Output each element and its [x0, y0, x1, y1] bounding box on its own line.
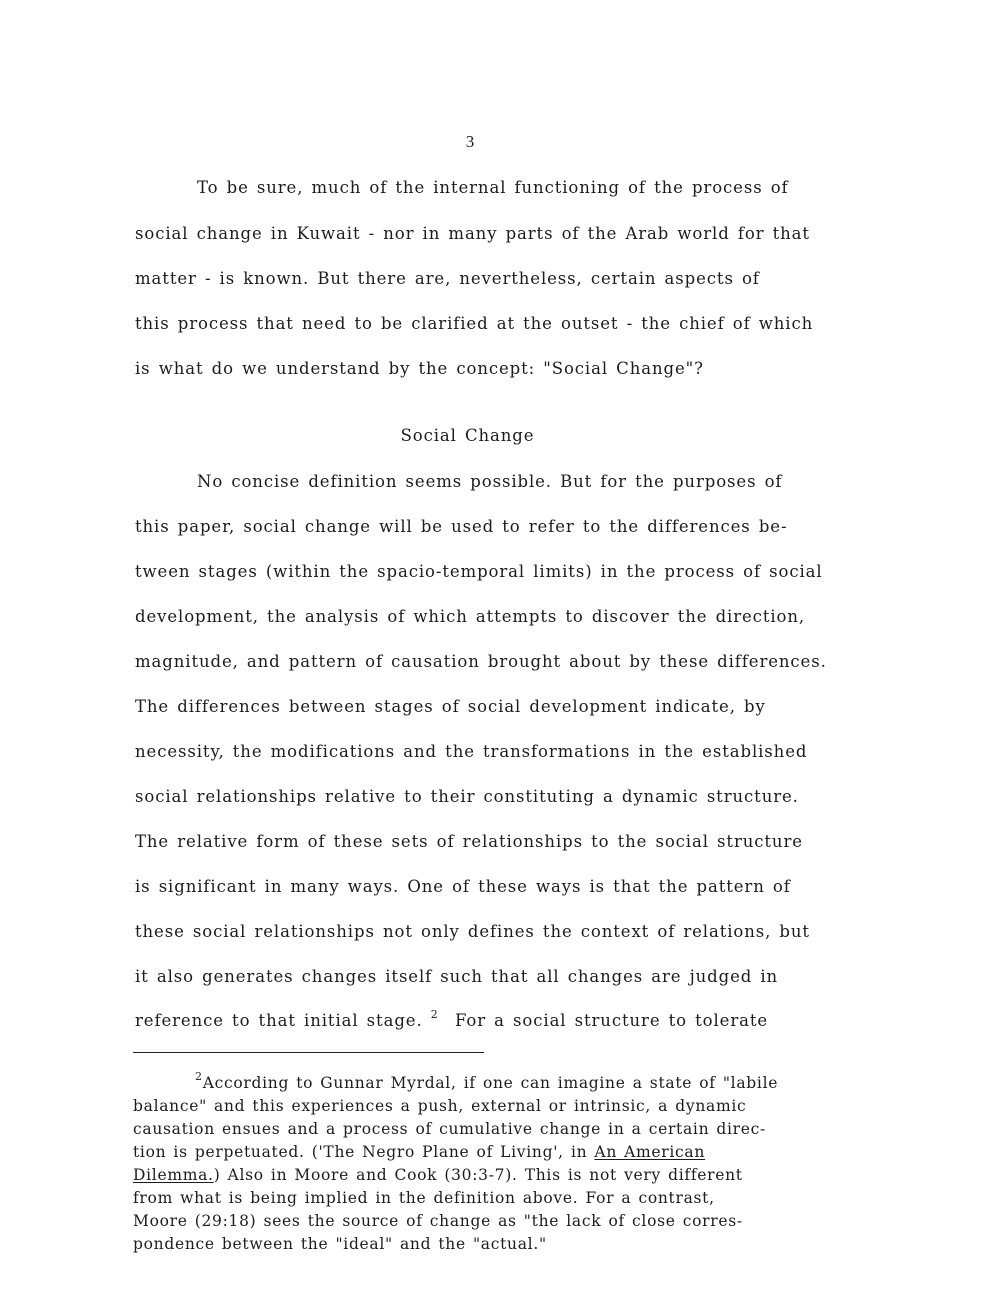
paragraph-2-line: No concise definition seems possible. But for the purposes of [197, 472, 783, 491]
footnote-separator [133, 1052, 484, 1053]
footnote-marker: 2 [195, 1070, 203, 1083]
footnote-book-title: An American [594, 1143, 706, 1161]
footnote-line: from what is being implied in the definition above. For a contrast, [133, 1189, 715, 1207]
paragraph-2-line: it also generates changes itself such that all changes are judged in [135, 967, 779, 986]
paragraph-2-line: magnitude, and pattern of causation brought about by these differences. [135, 652, 827, 671]
footnote-text: According to Gunnar Myrdal, if one can imagine a state of "labile [202, 1074, 779, 1092]
footnote-line [133, 1143, 705, 1161]
last-line-text: reference to that initial stage. [135, 1011, 423, 1030]
paragraph-1-line: this process that need to be clarified at the outset - the chief of which [135, 314, 814, 333]
last-line-text-continued: For a social structure to tolerate [454, 1011, 769, 1030]
paragraph-2-line: development, the analysis of which attempts to discover the direction, [135, 607, 806, 626]
footnote-line [195, 1070, 779, 1092]
footnote-line: pondence between the "ideal" and the "actual." [133, 1235, 547, 1253]
paragraph-2-line: tween stages (within the spacio-temporal limits) in the process of social [135, 562, 823, 581]
paragraph-2-line: necessity, the modifications and the transformations in the established [135, 742, 808, 761]
footnote-text: tion is perpetuated. ('The Negro Plane of Living', in [133, 1143, 588, 1161]
paragraph-1-line: matter - is known. But there are, nevertheless, certain aspects of [135, 269, 760, 288]
paragraph-1-line: social change in Kuwait - nor in many parts of the Arab world for that [135, 224, 810, 243]
section-heading: Social Change [400, 426, 535, 445]
paragraph-2-line: this paper, social change will be used to refer to the differences be- [135, 517, 788, 536]
paragraph-1-line: is what do we understand by the concept: "Social Change"? [135, 359, 704, 378]
paragraph-2-line: these social relationships not only defines the context of relations, but [135, 922, 810, 941]
footnote-line [133, 1166, 743, 1184]
footnote-line: causation ensues and a process of cumulative change in a certain direc- [133, 1120, 766, 1138]
footnote-line: balance" and this experiences a push, external or intrinsic, a dynamic [133, 1097, 747, 1115]
footnote-book-title-continued: Dilemma. [133, 1166, 214, 1184]
paragraph-1-line: To be sure, much of the internal functioning of the process of [197, 178, 789, 197]
paragraph-2-line: The differences between stages of social development indicate, by [135, 697, 766, 716]
footnote-reference: 2 [430, 1008, 439, 1021]
footnote-text: ) Also in Moore and Cook (30:3-7). This is not very different [213, 1166, 743, 1184]
paragraph-2-line: social relationships relative to their constituting a dynamic structure. [135, 787, 799, 806]
paragraph-2-line: The relative form of these sets of relationships to the social structure [135, 832, 803, 851]
page-number: 3 [465, 132, 475, 151]
footnote-line: Moore (29:18) sees the source of change as "the lack of close corres- [133, 1212, 743, 1230]
paragraph-2-line: is significant in many ways. One of these ways is that the pattern of [135, 877, 791, 896]
paragraph-2-last-line [135, 1008, 769, 1030]
